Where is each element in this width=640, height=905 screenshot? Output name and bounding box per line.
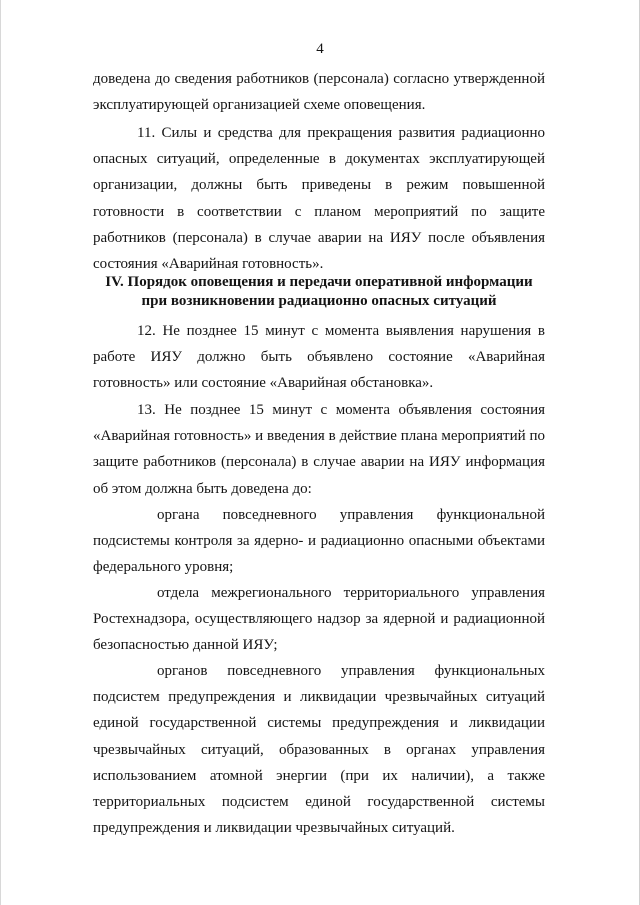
list-item-2: отдела межрегионального территориального управления Ростехнадзора, осуществляющего надзор за ядерной и радиационной безопасностью данной ИЯУ; xyxy=(93,585,545,654)
section-heading xyxy=(93,273,545,311)
list-item-3: органов повседневного управления функциональных подсистем предупреждения и ликвидации чрезвычайных ситуаций единой государственной системы предупреждения и ликвидации чрезвычайных ситуаций, образованных в органах управления использованием атомной энергии (при их наличии), а также территориальных подсистем единой государственной системы предупреждения и ликвидации чрезвычайных ситуаций. xyxy=(93,663,545,837)
section-heading-line-1: IV. Порядок оповещения и передачи оперативной информации xyxy=(105,274,533,290)
section-heading-line-2: при возникновении радиационно опасных ситуаций xyxy=(141,293,497,309)
paragraph-continuation: доведена до сведения работников (персонала) согласно утвержденной эксплуатирующей организацией схеме оповещения. xyxy=(93,71,545,114)
page-number: 4 xyxy=(316,41,324,57)
paragraph-13: 13. Не позднее 15 минут с момента объявления состояния «Аварийная готовность» и введения в действие плана мероприятий по защите работников (персонала) в случае аварии на ИЯУ информация об этом должна быть доведена до: xyxy=(93,402,545,497)
list-item-1: органа повседневного управления функциональной подсистемы контроля за ядерно- и радиационно опасными объектами федерального уровня; xyxy=(93,507,545,576)
paragraph-11: 11. Силы и средства для прекращения развития радиационно опасных ситуаций, определенные в документах эксплуатирующей организации, должны быть приведены в режим повышенной готовности в соответствии с планом мероприятий по защите работников (персонала) в случае аварии на ИЯУ после объявления состояния «Аварийная готовность». xyxy=(93,125,545,273)
paragraph-12: 12. Не позднее 15 минут с момента выявления нарушения в работе ИЯУ должно быть объявлено состояние «Аварийная готовность» или состояние «Аварийная обстановка». xyxy=(93,323,545,392)
